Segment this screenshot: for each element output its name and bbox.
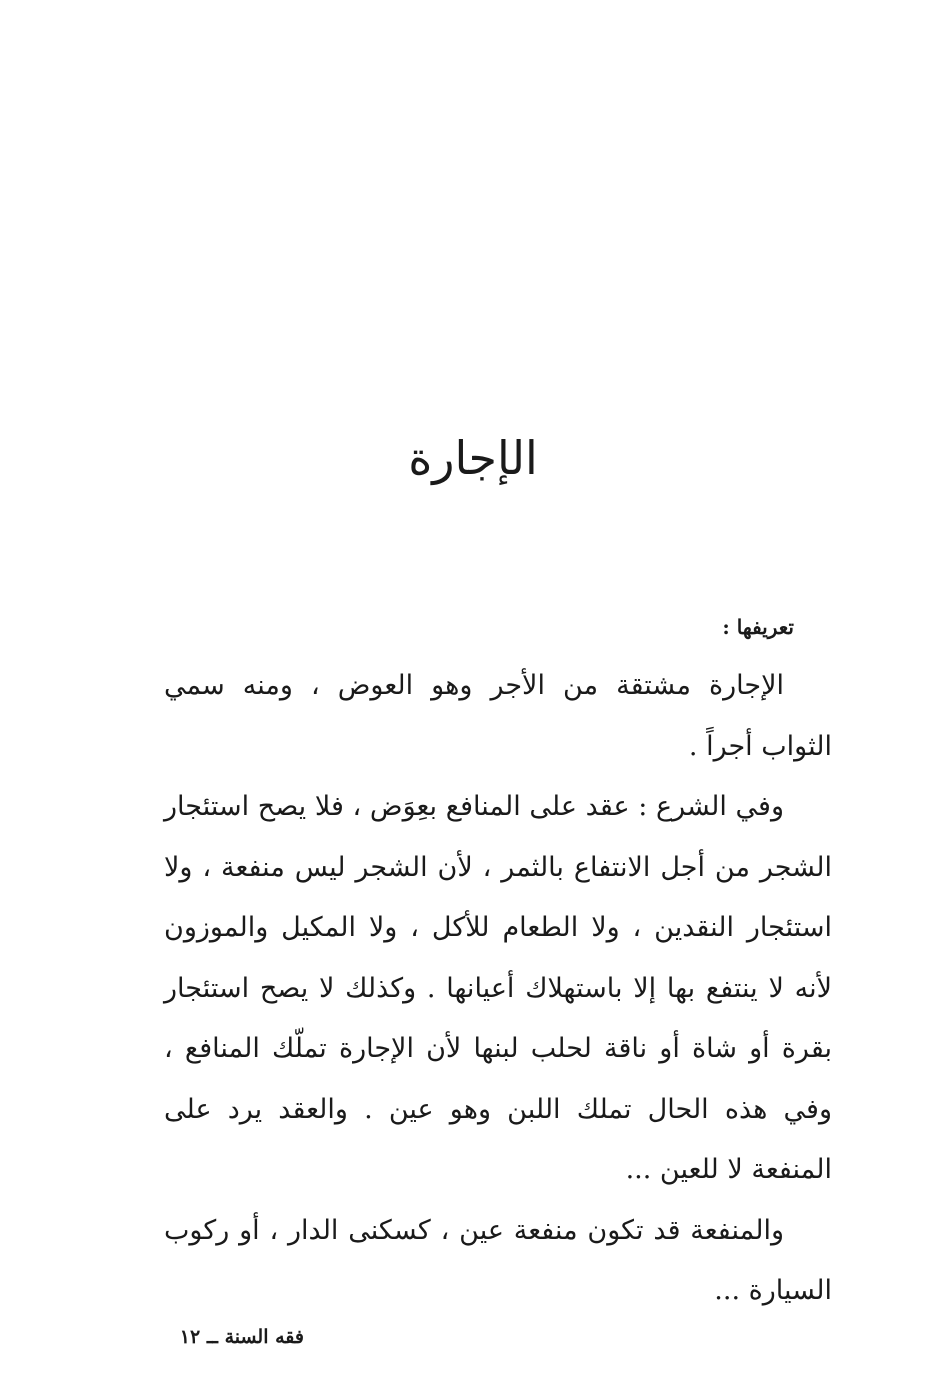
section-heading: تعريفها : [722, 615, 794, 639]
paragraph-types-of-benefit: والمنفعة قد تكون منفعة عين ، كسكنى الدار ، أو ركوب السيارة ... [164, 1214, 832, 1306]
page-title: الإجارة [408, 431, 538, 485]
section-body [164, 656, 832, 1322]
paragraph-definition-legal: وفي الشرع : عقد على المنافع بعِوَض ، فلا يصح استئجار الشجر من أجل الانتفاع بالثمر ، لأن الشجر ليس منفعة ، ولا استئجار النقدين ، ولا الطعام للأكل ، ولا المكيل والموزون لأنه لا ينتفع بها إلا باستهلاك أعيانها . وكذلك لا يصح استئجار بقرة أو شاة أو ناقة لحلب لبنها لأن الإجارة تملّك المنافع ، وفي هذه الحال تملك اللبن وهو عين . والعقد يرد على المنفعة لا للعين ... [164, 791, 832, 1185]
paragraph-definition-linguistic: الإجارة مشتقة من الأجر وهو العوض ، ومنه سمي الثواب أجراً . [164, 670, 832, 762]
page-footer: فقه السنة ــ ١٢ [179, 1326, 304, 1348]
